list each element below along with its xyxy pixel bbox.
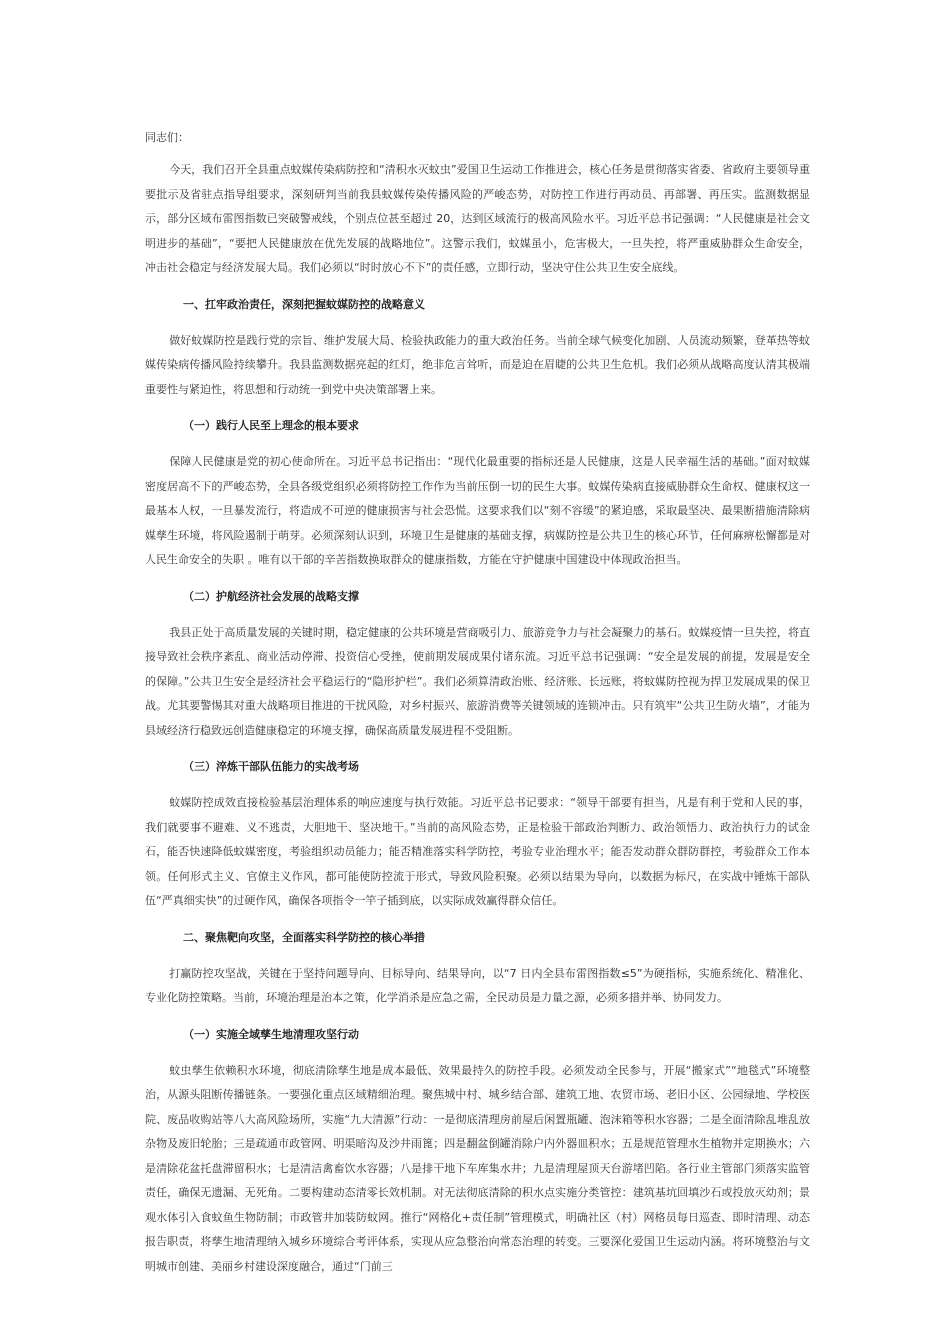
- section-1-sub-3-heading: （三）淬炼干部队伍能力的实战考场: [183, 760, 359, 773]
- section-1-heading: 一、扛牢政治责任，深刻把握蚊媒防控的战略意义: [183, 297, 425, 311]
- section-2-heading: 二、聚焦靶向攻坚，全面落实科学防控的核心举措: [183, 930, 425, 944]
- greeting: 同志们：: [145, 131, 189, 144]
- section-2-paragraph: 打赢防控攻坚战，关键在于坚持问题导向、目标导向、结果导向，以“7 日内全县布雷图指数≤5”为硬指标，实施系统化、精准化、专业化防控策略。当前，环境治理是治本之策，化学消杀是应急之需，全民动员是力量之源，必须多措并举、协同发力。: [145, 966, 810, 1004]
- section-2-sub-1-paragraph: 蚊虫孳生依赖积水环境，彻底清除孳生地是成本最低、效果最持久的防控手段。必须发动全民参与，开展“搬家式”“地毯式”环境整治，从源头阻断传播链条。一要强化重点区域精细治理。聚焦城中村、城乡结合部、建筑工地、农贸市场、老旧小区、公园绿地、学校医院、废品收购站等八大高风险场所，实施“九大清源”行动：一是彻底清理房前屋后闲置瓶罐、泡沫箱等积水容器；二是全面清除乱堆乱放杂物及废旧轮胎；三是疏通市政管网、明渠暗沟及沙井雨篦；四是翻盆倒罐消除户内外器皿积水；五是规范管理水生植物并定期换水；六是清除花盆托盘滞留积水；七是清洁禽畜饮水容器；八是排干地下车库集水井；九是清理屋顶天台游堵凹陷。各行业主管部门须落实监管责任，确保无遗漏、无死角。二要构建动态清零长效机制。对无法彻底清除的积水点实施分类管控：建筑基坑回填沙石或投放灭幼剂；景观水体引入食蚊鱼生物防制；市政管井加装防蚊网。推行“网格化+责任制”管理模式，明确社区（村）网格员每日巡查、即时清理、动态报告职责，将孳生地清理纳入城乡环境综合考评体系，实现从应急整治向常态治理的转变。三要深化爱国卫生运动内涵。将环境整治与文明城市创建、美丽乡村建设深度融合，通过“门前三: [145, 1063, 810, 1273]
- section-1-sub-2-heading: （二）护航经济社会发展的战略支撑: [183, 589, 359, 603]
- section-1-sub-3-paragraph: 蚊媒防控成效直接检验基层治理体系的响应速度与执行效能。习近平总书记要求：“领导干部要有担当，凡是有利于党和人民的事，我们就要事不避难、义不逃责，大胆地干、坚决地干。”当前的高风险态势，正是检验干部政治判断力、政治领悟力、政治执行力的试金石，能否快速降低蚊媒密度，考验组织动员能力；能否精准落实科学防控，考验专业治理水平；能否发动群众群防群控，考验群众工作本领。任何形式主义、官僚主义作风，都可能使防控流于形式，导致风险积聚。必须以结果为导向，以数据为标尺，在实战中锤炼干部队伍“严真细实快”的过硬作风，确保各项指令一竿子插到底，以实际成效赢得群众信任。: [145, 796, 810, 907]
- document-page: [145, 126, 810, 1291]
- section-2-sub-1-heading: （一）实施全域孳生地清理攻坚行动: [183, 1027, 359, 1041]
- section-1-sub-1-heading: （一）践行人民至上理念的根本要求: [183, 419, 359, 432]
- intro-paragraph: 今天，我们召开全县重点蚊媒传染病防控和“清积水灭蚊虫”爱国卫生运动工作推进会，核心任务是贯彻落实省委、省政府主要领导重要批示及省驻点指导组要求，深刻研判当前我县蚊媒传染传播风险的严峻态势，对防控工作进行再动员、再部署、再压实。监测数据显示，部分区域布雷图指数已突破警戒线，个别点位甚至超过 20，达到区域流行的极高风险水平。习近平总书记强调：“人民健康是社会文明进步的基础”，“要把人民健康放在优先发展的战略地位”。这警示我们，蚊媒虽小，危害极大，一旦失控，将严重威胁群众生命安全，冲击社会稳定与经济发展大局。我们必须以“时时放心不下”的责任感，立即行动，坚决守住公共卫生安全底线。: [145, 163, 810, 274]
- section-1-paragraph: 做好蚊媒防控是践行党的宗旨、维护发展大局、检验执政能力的重大政治任务。当前全球气候变化加剧、人员流动频繁，登革热等蚊媒传染病传播风险持续攀升。我县监测数据亮起的红灯，绝非危言耸听，而是迫在眉睫的公共卫生危机。我们必须从战略高度认清其极端重要性与紧迫性，将思想和行动统一到党中央决策部署上来。: [145, 333, 810, 396]
- section-1-sub-2-paragraph: 我县正处于高质量发展的关键时期，稳定健康的公共环境是营商吸引力、旅游竞争力与社会凝聚力的基石。蚊媒疫情一旦失控，将直接导致社会秩序紊乱、商业活动停滞、投资信心受挫，使前期发展成果付诸东流。习近平总书记强调：“安全是发展的前提，发展是安全的保障。”公共卫生安全是经济社会平稳运行的“隐形护栏”。我们必须算清政治账、经济账、长远账，将蚊媒防控视为捍卫发展成果的保卫战。尤其要警惕其对重大战略项目推进的干扰风险，对乡村振兴、旅游消费等关键领域的连锁冲击。只有筑牢“公共卫生防火墙”，才能为县域经济行稳致远创造健康稳定的环境支撑，确保高质量发展进程不受阻断。: [145, 625, 810, 737]
- section-1-sub-1-paragraph: 保障人民健康是党的初心使命所在。习近平总书记指出：“现代化最重要的指标还是人民健康，这是人民幸福生活的基础。”面对蚊媒密度居高不下的严峻态势，全县各级党组织必须将防控工作作为当前压倒一切的民生大事。蚊媒传染病直接威胁群众生命权、健康权这一最基本人权，一旦暴发流行，将造成不可逆的健康损害与社会恐慌。这要求我们以“刻不容缓”的紧迫感，采取最坚决、最果断措施清除病媒孳生环境，将风险遏制于萌芽。必须深刻认识到，环境卫生是健康的基础支撑，病媒防控是公共卫生的核心环节，任何麻痹松懈都是对人民生命安全的失职 。唯有以干部的辛苦指数换取群众的健康指数，方能在守护健康中国建设中体现政治担当。: [145, 455, 810, 566]
